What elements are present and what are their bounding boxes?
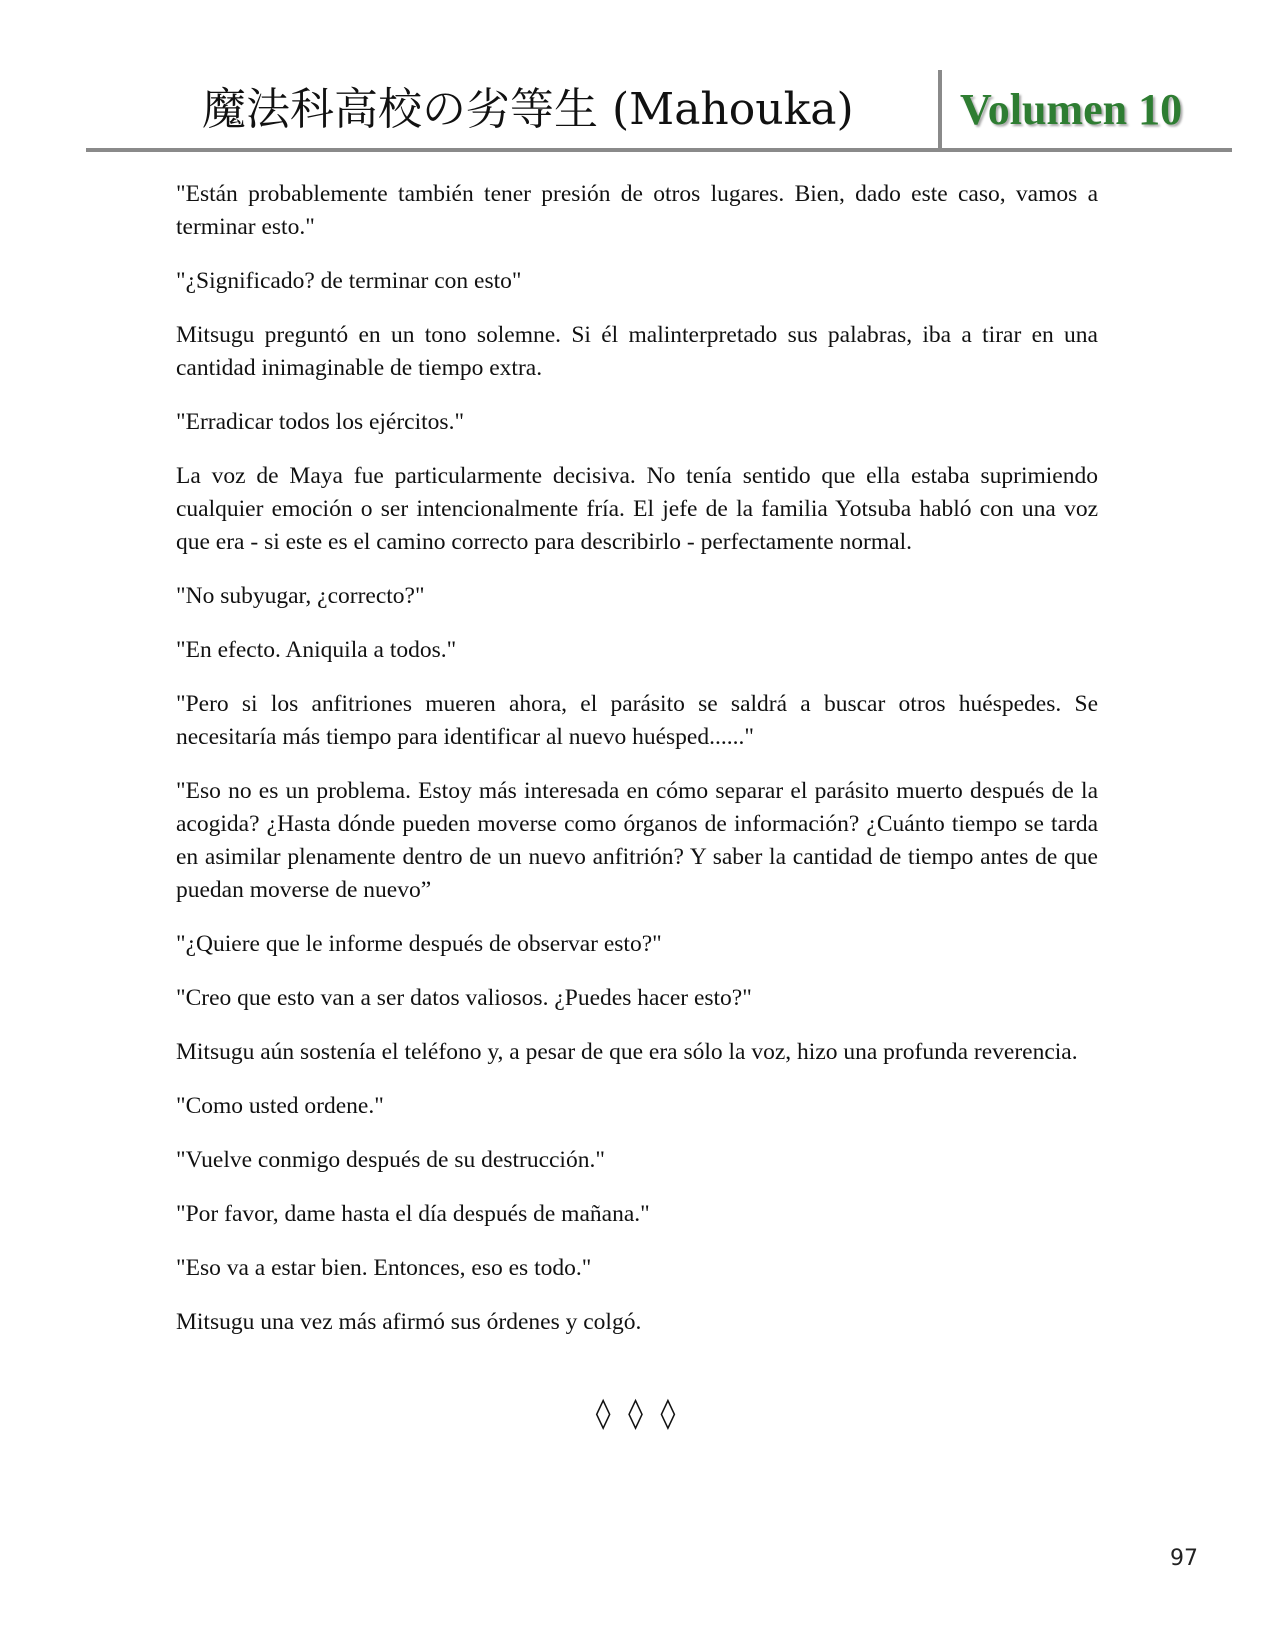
paragraph: "Erradicar todos los ejércitos." — [176, 409, 465, 435]
header-rule — [86, 148, 1232, 152]
paragraph: "No subyugar, ¿correcto?" — [176, 583, 425, 609]
paragraph: Mitsugu preguntó en un tono solemne. Si él malinterpretado sus palabras, iba a tirar en una cantidad inimaginable de tiempo extra. — [176, 322, 1098, 381]
paragraph: "Vuelve conmigo después de su destrucción." — [176, 1147, 605, 1173]
paragraph: "¿Quiere que le informe después de observar esto?" — [176, 931, 662, 957]
page-header — [86, 70, 1232, 150]
paragraph: "Eso va a estar bien. Entonces, eso es todo." — [176, 1255, 592, 1281]
paragraph: Mitsugu aún sostenía el teléfono y, a pesar de que era sólo la voz, hizo una profunda reverencia. — [176, 1039, 1078, 1065]
paragraph: "Eso no es un problema. Estoy más interesada en cómo separar el parásito muerto después de la acogida? ¿Hasta dónde pueden moverse como órganos de información? ¿Cuánto tiempo se tarda en asimilar plenamente dentro de un nuevo anfitrión? Y saber la cantidad de tiempo antes de que puedan moverse de nuevo” — [176, 778, 1098, 903]
paragraph: "Creo que esto van a ser datos valiosos. ¿Puedes hacer esto?" — [176, 985, 752, 1011]
header-divider — [938, 70, 942, 148]
page-body — [176, 178, 1098, 1360]
scene-separator: ◊ ◊ ◊ — [595, 1396, 680, 1431]
paragraph: La voz de Maya fue particularmente decisiva. No tenía sentido que ella estaba suprimiendo cualquier emoción o ser intencionalmente fría. El jefe de la familia Yotsuba habló con una voz que era - si este es el camino correcto para describirlo - perfectamente normal. — [176, 463, 1098, 555]
paragraph: "¿Significado? de terminar con esto" — [176, 268, 522, 294]
paragraph: Mitsugu una vez más afirmó sus órdenes y colgó. — [176, 1309, 642, 1335]
paragraph: "Están probablemente también tener presión de otros lugares. Bien, dado este caso, vamos a terminar esto." — [176, 181, 1098, 240]
page-number: 97 — [1170, 1546, 1198, 1571]
paragraph: "Por favor, dame hasta el día después de mañana." — [176, 1201, 650, 1227]
book-title: 魔法科高校の劣等生 (Mahouka) — [202, 84, 854, 135]
paragraph: "Pero si los anfitriones mueren ahora, el parásito se saldrá a buscar otros huéspedes. Se necesitaría más tiempo para identificar al nuevo huésped......" — [176, 691, 1098, 750]
volume-label: Volumen 10 — [960, 85, 1183, 134]
paragraph: "En efecto. Aniquila a todos." — [176, 637, 457, 663]
paragraph: "Como usted ordene." — [176, 1093, 384, 1119]
